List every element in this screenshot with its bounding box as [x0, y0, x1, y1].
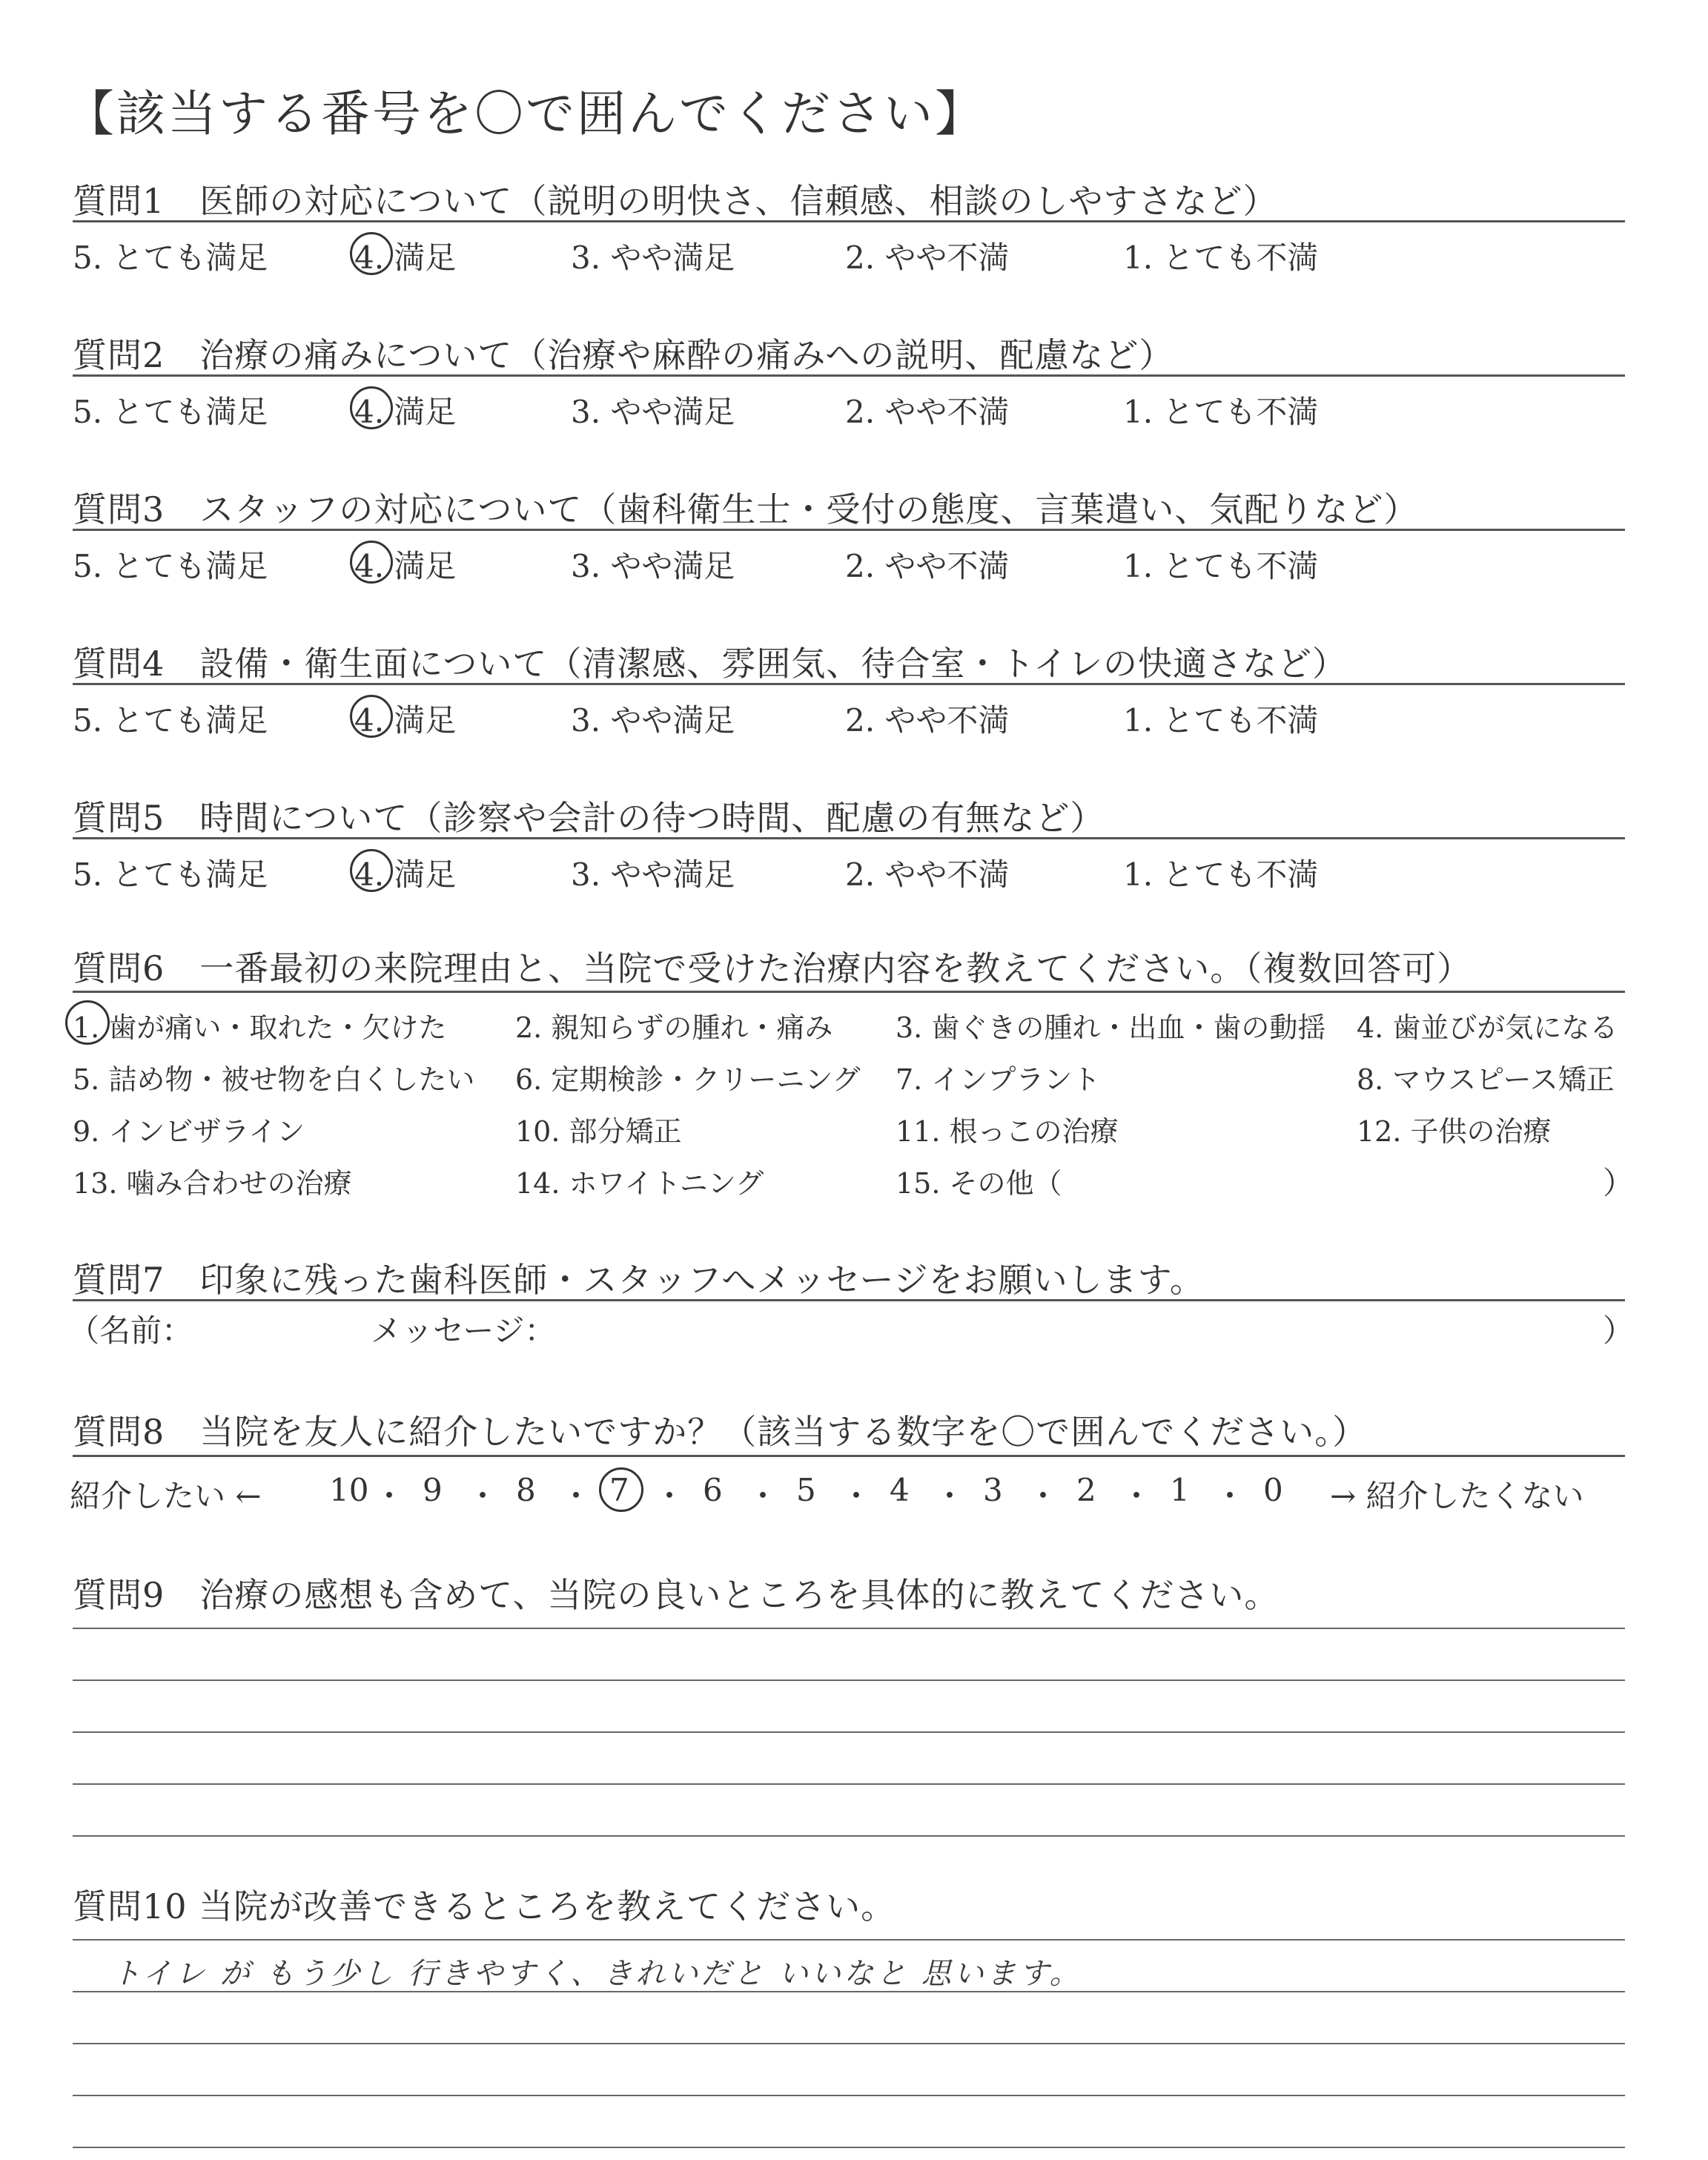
q4-option-2[interactable]: 2. やや不満	[845, 702, 1010, 739]
q1-option-5[interactable]: 5. とても満足	[73, 240, 268, 276]
q1-title: 質問1 医師の対応について（説明の明快さ、信頼感、相談のしやすさなど）	[73, 181, 1278, 221]
q6-option-2[interactable]: 2. 親知らずの腫れ・痛み	[515, 1011, 833, 1044]
page-heading: 【該当する番号を〇で囲んでください】	[65, 85, 986, 142]
q8-separator: ・	[1121, 1478, 1153, 1514]
q8-title: 質問8 当院を友人に紹介したいですか？（該当する数字を〇で囲んでください。）	[73, 1412, 1368, 1452]
q6-option-7[interactable]: 7. インプラント	[896, 1063, 1101, 1096]
q4-title: 質問4 設備・衛生面について（清潔感、雰囲気、待合室・トイレの快適さなど）	[73, 644, 1348, 684]
q3-option-4[interactable]: 4. 満足	[354, 548, 457, 584]
q1-rule	[73, 220, 1625, 222]
q9-line-4	[73, 1783, 1625, 1785]
q8-scale	[70, 1472, 1626, 1516]
q6-option-10[interactable]: 10. 部分矯正	[515, 1115, 682, 1148]
q4-option-1[interactable]: 1. とても不満	[1123, 702, 1319, 739]
q9-title: 質問9 治療の感想も含めて、当院の良いところを具体的に教えてください。	[73, 1575, 1280, 1615]
q10-line-2	[73, 1991, 1625, 1992]
q8-scale-6[interactable]: 6	[703, 1472, 723, 1508]
q8-scale-5[interactable]: 5	[796, 1472, 816, 1508]
q6-option-5[interactable]: 5. 詰め物・被せ物を白くしたい	[73, 1063, 475, 1096]
q10-line-4	[73, 2095, 1625, 2096]
q5-option-1[interactable]: 1. とても不満	[1123, 856, 1319, 893]
q6-option-3[interactable]: 3. 歯ぐきの腫れ・出血・歯の動揺	[896, 1011, 1326, 1044]
q8-scale-9[interactable]: 9	[423, 1472, 443, 1508]
q6-option-14[interactable]: 14. ホワイトニング	[515, 1167, 764, 1200]
q10-line-1	[73, 1939, 1625, 1941]
q8-separator: ・	[654, 1478, 686, 1514]
q8-separator: ・	[747, 1478, 779, 1514]
q10-line-3	[73, 2043, 1625, 2044]
q8-rule	[73, 1455, 1625, 1457]
q8-left-label: 紹介したい ←	[70, 1478, 262, 1514]
q3-option-5[interactable]: 5. とても満足	[73, 548, 268, 584]
q5-option-2[interactable]: 2. やや不満	[845, 856, 1010, 893]
q2-option-5[interactable]: 5. とても満足	[73, 394, 268, 430]
q2-option-4[interactable]: 4. 満足	[354, 394, 457, 430]
q6-option-11[interactable]: 11. 根っこの治療	[896, 1115, 1119, 1148]
q5-title: 質問5 時間について（診察や会計の待つ時間、配慮の有無など）	[73, 798, 1105, 838]
q7-rule	[73, 1299, 1625, 1301]
q10-answer: トイレ が もう少し 行きやすく、きれいだと いいなと 思います。	[111, 1957, 1082, 1991]
q7-close-paren: ）	[1603, 1312, 1635, 1349]
q1-option-2[interactable]: 2. やや不満	[845, 240, 1010, 276]
q6-option-12[interactable]: 12. 子供の治療	[1357, 1115, 1552, 1148]
q10-title: 質問10 当院が改善できるところを教えてください。	[73, 1886, 896, 1926]
q1-option-1[interactable]: 1. とても不満	[1123, 240, 1319, 276]
q9-line-1	[73, 1628, 1625, 1629]
q1-option-4[interactable]: 4. 満足	[354, 240, 457, 276]
q3-option-1[interactable]: 1. とても不満	[1123, 548, 1319, 584]
q6-option-9[interactable]: 9. インビザライン	[73, 1115, 305, 1148]
q9-line-2	[73, 1680, 1625, 1681]
q8-separator: ・	[934, 1478, 966, 1514]
q9-line-5	[73, 1835, 1625, 1837]
q6-title: 質問6 一番最初の来院理由と、当院で受けた治療内容を教えてください。（複数回答可）	[73, 948, 1472, 988]
q1-option-3[interactable]: 3. やや満足	[571, 240, 735, 276]
q8-scale-10[interactable]: 10	[329, 1472, 369, 1508]
q2-title: 質問2 治療の痛みについて（治療や麻酔の痛みへの説明、配慮など）	[73, 335, 1174, 375]
q6-option-1[interactable]: 1. 歯が痛い・取れた・欠けた	[73, 1011, 447, 1044]
q7-message-label: メッセージ：	[371, 1312, 556, 1349]
q6-option-6[interactable]: 6. 定期検診・クリーニング	[515, 1063, 861, 1096]
q8-right-label: → 紹介したくない	[1330, 1478, 1584, 1514]
q8-separator: ・	[467, 1478, 499, 1514]
q7-title: 質問7 印象に残った歯科医師・スタッフへメッセージをお願いします。	[73, 1260, 1205, 1300]
q8-separator: ・	[374, 1478, 406, 1514]
q8-separator: ・	[841, 1478, 873, 1514]
q3-option-3[interactable]: 3. やや満足	[571, 548, 735, 584]
q6-option-15[interactable]: 15. その他（	[896, 1167, 1062, 1200]
q6-rule	[73, 991, 1625, 993]
q3-title: 質問3 スタッフの対応について（歯科衛生士・受付の態度、言葉遣い、気配りなど）	[73, 489, 1419, 529]
q7-name-label: （名前：	[68, 1312, 193, 1349]
q5-option-3[interactable]: 3. やや満足	[571, 856, 735, 893]
q4-rule	[73, 683, 1625, 685]
q4-option-5[interactable]: 5. とても満足	[73, 702, 268, 739]
q2-option-2[interactable]: 2. やや不満	[845, 394, 1010, 430]
q8-scale-3[interactable]: 3	[983, 1472, 1003, 1508]
q4-option-3[interactable]: 3. やや満足	[571, 702, 735, 739]
q8-scale-7[interactable]: 7	[609, 1472, 629, 1508]
q8-scale-2[interactable]: 2	[1076, 1472, 1096, 1508]
q4-option-4[interactable]: 4. 満足	[354, 702, 457, 739]
q8-scale-1[interactable]: 1	[1170, 1472, 1190, 1508]
q8-scale-4[interactable]: 4	[890, 1472, 910, 1508]
q5-option-4[interactable]: 4. 満足	[354, 856, 457, 893]
q3-option-2[interactable]: 2. やや不満	[845, 548, 1010, 584]
q5-option-5[interactable]: 5. とても満足	[73, 856, 268, 893]
q2-option-3[interactable]: 3. やや満足	[571, 394, 735, 430]
q2-option-1[interactable]: 1. とても不満	[1123, 394, 1319, 430]
q6-other-close-paren: ）	[1603, 1165, 1635, 1201]
q8-separator: ・	[1027, 1478, 1059, 1514]
q8-separator: ・	[1214, 1478, 1246, 1514]
q8-scale-0[interactable]: 0	[1263, 1472, 1283, 1508]
q2-rule	[73, 374, 1625, 377]
q8-scale-8[interactable]: 8	[516, 1472, 536, 1508]
q8-separator: ・	[560, 1478, 592, 1514]
q9-line-3	[73, 1731, 1625, 1733]
q6-option-13[interactable]: 13. 噛み合わせの治療	[73, 1167, 352, 1200]
q6-option-4[interactable]: 4. 歯並びが気になる	[1357, 1011, 1618, 1044]
q3-rule	[73, 529, 1625, 531]
q6-option-8[interactable]: 8. マウスピース矯正	[1357, 1063, 1615, 1096]
q5-rule	[73, 837, 1625, 839]
q10-line-5	[73, 2147, 1625, 2148]
